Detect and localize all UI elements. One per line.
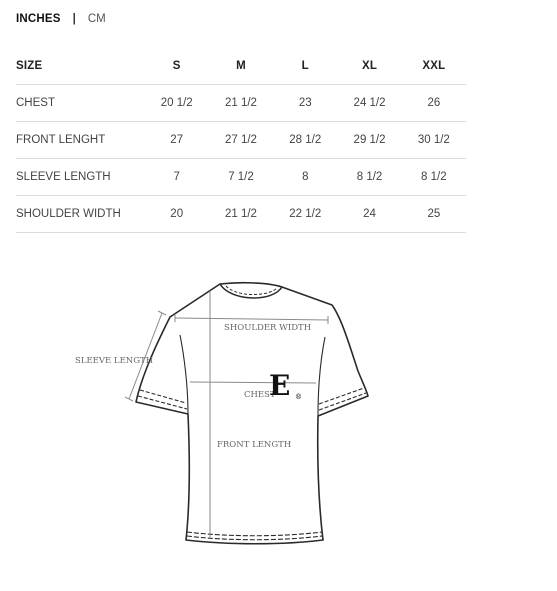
table-cell: 7	[145, 159, 209, 196]
table-cell: 27	[145, 122, 209, 159]
table-cell: 8 1/2	[337, 159, 401, 196]
size-chart-table	[16, 48, 466, 233]
tshirt-illustration	[70, 275, 390, 575]
table-cell: 21 1/2	[209, 196, 273, 233]
front-length-label: FRONT LENGTH	[217, 440, 292, 450]
tshirt-collar	[220, 284, 282, 298]
header-size: SIZE	[16, 48, 145, 85]
chest-label: CHEST	[244, 390, 276, 400]
table-row	[16, 159, 466, 196]
table-cell: 29 1/2	[337, 122, 401, 159]
table-cell: 20 1/2	[145, 85, 209, 122]
table-cell: 30 1/2	[402, 122, 466, 159]
shoulder-width-label: SHOULDER WIDTH	[224, 323, 312, 333]
table-cell: 20	[145, 196, 209, 233]
table-row	[16, 196, 466, 233]
header-m: M	[209, 48, 273, 85]
unit-toggle	[16, 13, 106, 25]
header-xl: XL	[337, 48, 401, 85]
unit-separator: |	[72, 13, 76, 25]
table-cell: 28 1/2	[273, 122, 337, 159]
table-header-row	[16, 48, 466, 85]
sleeve-length-label: SLEEVE LENGTH	[75, 356, 154, 366]
table-cell: 25	[402, 196, 466, 233]
row-label: SHOULDER WIDTH	[16, 196, 145, 233]
tshirt-outline	[136, 283, 368, 544]
table-row	[16, 122, 466, 159]
header-s: S	[145, 48, 209, 85]
table-cell: 23	[273, 85, 337, 122]
brand-logo: E	[269, 369, 291, 402]
row-label: FRONT LENGHT	[16, 122, 145, 159]
registered-mark: ®	[295, 393, 302, 401]
table-row	[16, 85, 466, 122]
unit-cm-option[interactable]: CM	[87, 13, 106, 25]
table-cell: 24 1/2	[337, 85, 401, 122]
table-cell: 8	[273, 159, 337, 196]
header-l: L	[273, 48, 337, 85]
header-xxl: XXL	[402, 48, 466, 85]
table-cell: 22 1/2	[273, 196, 337, 233]
row-label: CHEST	[16, 85, 145, 122]
table-cell: 8 1/2	[402, 159, 466, 196]
table-cell: 7 1/2	[209, 159, 273, 196]
table-cell: 21 1/2	[209, 85, 273, 122]
table-cell: 26	[402, 85, 466, 122]
tshirt-measurement-diagram	[70, 275, 390, 580]
table-cell: 24	[337, 196, 401, 233]
row-label: SLEEVE LENGTH	[16, 159, 145, 196]
table-cell: 27 1/2	[209, 122, 273, 159]
unit-inches-option[interactable]: INCHES	[16, 13, 61, 25]
